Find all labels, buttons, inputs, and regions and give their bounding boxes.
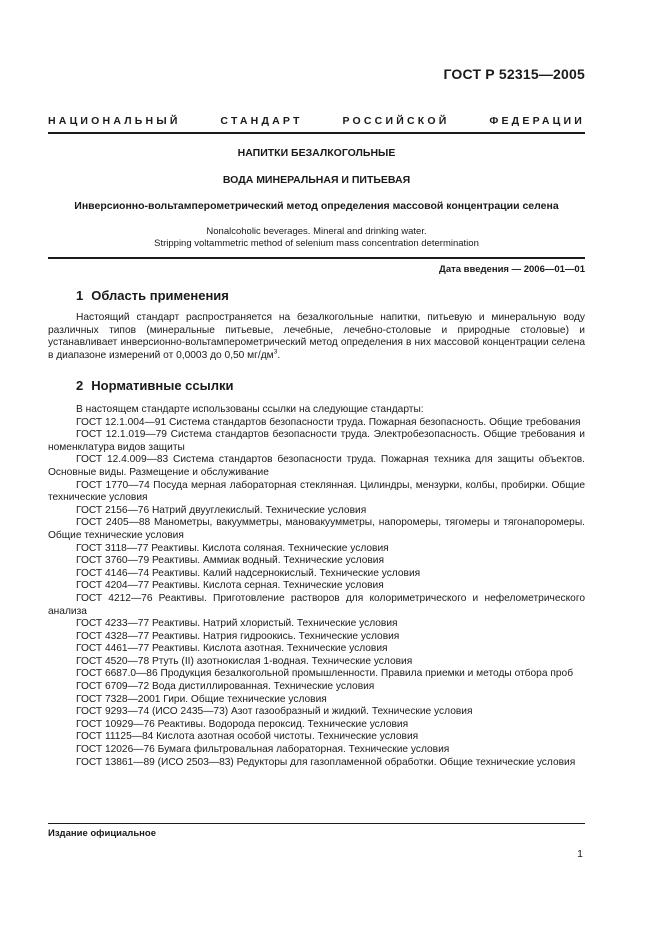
list-item: ГОСТ 12026—76 Бумага фильтровальная лабораторная. Технические условия [76,744,450,756]
list-item: ГОСТ 12.1.004—91 Система стандартов безопасности труда. Пожарная безопасность. Общие требования [76,416,581,428]
title-line-2: ВОДА МИНЕРАЛЬНАЯ И ПИТЬЕВАЯ [222,174,411,186]
list-item: ГОСТ 2156—76 Натрий двууглекислый. Технические условия [76,504,367,516]
list-item: ГОСТ 2405—88 Манометры, вакуумметры, мановакуумметры, напоромеры, тягомеры и тягонапоромеры. Общие технические условия [48,517,585,541]
title-line-3: Инверсионно-вольтамперометрический метод определения массовой концентрации селена [74,200,559,212]
title-rule [48,257,585,259]
list-item: ГОСТ 4146—74 Реактивы. Калий надсернокислый. Технические условия [76,567,421,579]
list-item: ГОСТ 4461—77 Реактивы. Кислота азотная. Технические условия [76,643,388,655]
list-item: ГОСТ 12.1.019—79 Система стандартов безопасности труда. Электробезопасность. Общие требования и номенклатура видов защиты [48,429,585,453]
list-item: ГОСТ 4204—77 Реактивы. Кислота серная. Технические условия [76,580,384,592]
references-list [48,404,585,769]
list-item: ГОСТ 6709—72 Вода дистиллированная. Технические условия [76,681,375,693]
title-en-line-2: Stripping voltammetric method of selenium mass concentration determination [154,238,479,249]
list-item: ГОСТ 1770—74 Посуда мерная лабораторная стеклянная. Цилиндры, мензурки, колбы, пробирки. Общие технические условия [48,479,585,504]
section-1-text [48,312,585,362]
list-item: ГОСТ 3760—79 Реактивы. Аммиак водный. Технические условия [76,555,385,567]
title-en-line-1: Nonalcoholic beverages. Mineral and drinking water. [206,226,427,237]
section-1-superscript: 3 [273,348,278,356]
section-2-title [76,378,233,393]
section-1-heading: Область применения [91,288,229,303]
gost-code: ГОСТ Р 52315—2005 [443,66,585,82]
section-1-body: Настоящий стандарт распространяется на безалкогольные напитки, питьевую и минеральную воду различных типов (минеральные питьевые, лечебные, лечебно-столовые и природные столовые) и устанавливает инверсионно-вольтамперометрический метод определения в них массовой концентрации селена в диапазоне измерений от 0,0003 до 0,50 мг/дм [48,312,585,361]
list-item: ГОСТ 13861—89 (ИСО 2503—83) Редукторы для газопламенной обработки. Общие технические условия [76,756,576,768]
page-number: 1 [577,848,583,860]
list-item: ГОСТ 4520—78 Ртуть (II) азотнокислая 1-водная. Технические условия [76,655,413,667]
intro-date: Дата введения — 2006—01—01 [439,264,585,275]
header-rule [48,132,585,134]
edition-label: Издание официальное [48,828,156,839]
list-item: ГОСТ 6687.0—86 Продукция безалкогольной промышленности. Правила приемки и методы отбора проб [76,668,574,680]
title-line-1: НАПИТКИ БЕЗАЛКОГОЛЬНЫЕ [237,147,396,159]
list-item: ГОСТ 3118—77 Реактивы. Кислота соляная. Технические условия [76,542,389,554]
footer-rule [48,823,585,824]
section-1-number: 1 [76,288,84,303]
section-2-heading: Нормативные ссылки [91,378,234,393]
section-1-body-end: . [277,349,281,361]
list-item: ГОСТ 4328—77 Реактивы. Натрия гидроокись. Технические условия [76,630,400,642]
list-item: ГОСТ 12.4.009—83 Система стандартов безопасности труда. Пожарная техника для защиты объектов. Основные виды. Размещение и обслуживание [48,454,585,478]
national-standard-heading: НАЦИОНАЛЬНЫЙ СТАНДАРТ РОССИЙСКОЙ ФЕДЕРАЦИИ [48,115,585,127]
list-item: ГОСТ 7328—2001 Гири. Общие технические условия [76,693,327,705]
list-item: ГОСТ 10929—76 Реактивы. Водорода пероксид. Технические условия [76,718,409,730]
references-intro: В настоящем стандарте использованы ссылки на следующие стандарты: [76,404,424,415]
list-item: ГОСТ 4212—76 Реактивы. Приготовление растворов для колориметрического и нефелометрического анализа [48,592,585,617]
list-item: ГОСТ 4233—77 Реактивы. Натрий хлористый. Технические условия [76,618,398,630]
section-2-number: 2 [76,378,84,393]
list-item: ГОСТ 9293—74 (ИСО 2435—73) Азот газообразный и жидкий. Технические условия [76,706,473,718]
list-item: ГОСТ 11125—84 Кислота азотная особой чистоты. Технические условия [76,731,419,743]
section-1-title [76,288,229,303]
